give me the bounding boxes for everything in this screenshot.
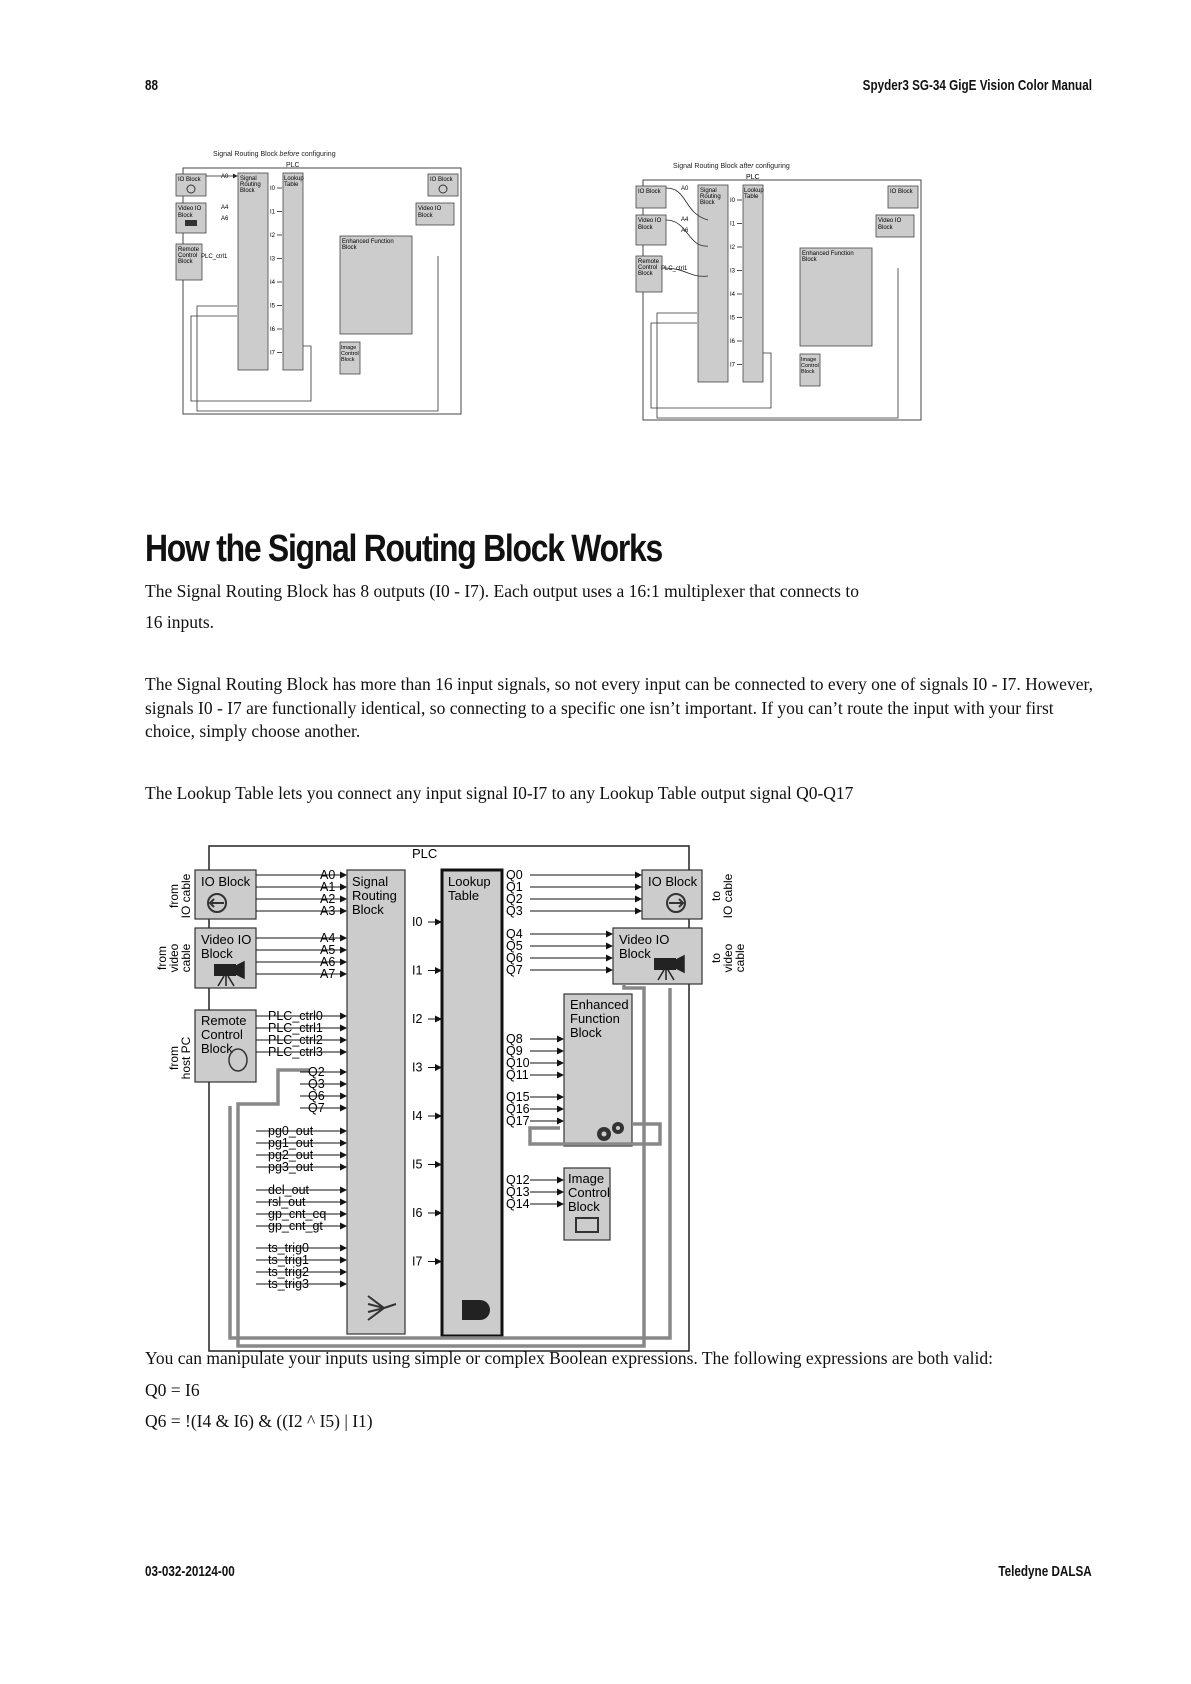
before-srb-label-1: Signal <box>240 176 257 182</box>
srb-input-label: gp_cnt_eq <box>268 1207 327 1221</box>
svg-text:to: to <box>709 952 723 964</box>
srb-input-label: pg3_out <box>268 1160 314 1174</box>
srb-input-label: PLC_ctrl0 <box>268 1009 323 1023</box>
svg-text:video: video <box>167 943 181 973</box>
srb-output-labels <box>412 915 441 1269</box>
video-io-left-label-2: Block <box>201 946 233 961</box>
before-plc-ctrl1: PLC_ctrl1 <box>201 254 228 260</box>
before-icb-label-3: Block <box>341 357 355 363</box>
svg-text:IO cable: IO cable <box>721 873 735 919</box>
after-a0: A0 <box>681 186 689 192</box>
srb-input-label: A0 <box>320 868 336 882</box>
before-icb-label-2: Control <box>341 351 359 357</box>
video-io-left-label-1: Video IO <box>201 932 252 947</box>
svg-text:host PC: host PC <box>179 1036 193 1080</box>
before-remote-label-3: Block <box>178 259 193 265</box>
before-a6: A6 <box>221 216 229 222</box>
diagram-before-configuring <box>173 146 493 422</box>
after-caption: Signal Routing Block after configuring <box>673 163 790 170</box>
small-i-label: I5 <box>730 315 736 322</box>
lut-output-label: Q6 <box>506 951 523 965</box>
before-lut-label-1: Lookup <box>284 176 304 182</box>
small-i-label: I7 <box>270 350 276 357</box>
srb-input-label: Q3 <box>308 1077 325 1091</box>
lookup-table-block <box>442 870 502 1336</box>
srb-input-label: pg0_out <box>268 1124 314 1138</box>
srb-label-2: Routing <box>352 888 397 903</box>
after-srb-label-3: Block <box>700 200 715 206</box>
paragraph-3: The Lookup Table lets you connect any input signal I0-I7 to any Lookup Table output signal Q0-Q17 <box>145 783 854 803</box>
remote-label-3: Block <box>201 1041 233 1056</box>
srb-input-label: Q6 <box>308 1089 325 1103</box>
io-block-left-label: IO Block <box>201 874 251 889</box>
paragraph-4: You can manipulate your inputs using simple or complex Boolean expressions. The following expressions are both valid: <box>145 1348 993 1368</box>
svg-text:to: to <box>709 890 723 902</box>
before-plc-label: PLC <box>286 162 300 169</box>
diagram-after-configuring <box>633 158 953 424</box>
before-srb-label-2: Routing <box>240 182 261 188</box>
srb-input-label: Q7 <box>308 1101 325 1115</box>
main-plc-diagram <box>150 838 750 1368</box>
after-efb-label-1: Enhanced Function <box>802 251 854 257</box>
small-i-label: I3 <box>730 268 736 275</box>
svg-text:from: from <box>155 946 169 970</box>
srb-input-label: PLC_ctrl3 <box>268 1045 323 1059</box>
page-number: 88 <box>145 77 159 94</box>
lut-output-label: Q17 <box>506 1114 530 1128</box>
svg-text:video: video <box>721 943 735 973</box>
after-srb-label-2: Routing <box>700 194 721 200</box>
paragraph-1-line-2: 16 inputs. <box>145 612 215 632</box>
expression-2: Q6 = !(I4 & I6) & ((I2 ^ I5) | I1) <box>145 1411 373 1431</box>
section-heading: How the Signal Routing Block Works <box>145 528 662 570</box>
paragraph-1-line-1: The Signal Routing Block has 8 outputs (I0 - I7). Each output uses a 16:1 multiplexer that connects to <box>145 581 859 601</box>
srb-input-label: pg2_out <box>268 1148 314 1162</box>
after-a4: A4 <box>681 217 689 223</box>
before-right-video-label-2: Block <box>418 213 433 219</box>
srb-input-label: A1 <box>320 880 336 894</box>
after-video-label-2: Block <box>638 225 653 231</box>
before-remote-label-2: Control <box>178 253 198 259</box>
lut-output-label: Q8 <box>506 1032 523 1046</box>
remote-label-2: Control <box>201 1027 243 1042</box>
lut-output-label: Q15 <box>506 1090 530 1104</box>
srb-input-label: rsl_out <box>268 1195 306 1209</box>
lut-output-label: Q5 <box>506 939 523 953</box>
efb-label-3: Block <box>570 1025 602 1040</box>
srb-input-labels <box>256 868 346 1291</box>
small-i-label: I3 <box>270 256 276 263</box>
srb-output-label: I1 <box>412 963 423 978</box>
before-video-io-label: Video IO <box>178 206 202 212</box>
srb-output-label: I2 <box>412 1012 423 1026</box>
small-i-label: I2 <box>270 233 276 239</box>
after-right-io-label: IO Block <box>890 189 913 195</box>
to-video-cable-caption <box>709 943 747 972</box>
after-right-video-label: Video IO <box>878 218 902 224</box>
srb-input-label: A2 <box>320 892 336 906</box>
after-io-label: IO Block <box>638 189 661 195</box>
after-remote-label-3: Block <box>638 271 653 277</box>
efb-label-1: Enhanced <box>570 997 629 1012</box>
srb-label-1: Signal <box>352 874 389 889</box>
small-i-label: I5 <box>270 303 276 310</box>
io-block-right-label: IO Block <box>648 874 698 889</box>
lut-output-label: Q7 <box>506 963 523 977</box>
small-i-label: I4 <box>270 280 276 286</box>
small-i-label: I1 <box>270 209 276 216</box>
srb-input-label: A4 <box>320 931 336 945</box>
srb-input-label: A5 <box>320 943 336 957</box>
srb-input-label: PLC_ctrl1 <box>268 1021 323 1035</box>
small-i-label: I2 <box>730 245 736 251</box>
before-efb-label-2: Block <box>342 245 357 251</box>
video-io-right-label-1: Video IO <box>619 932 670 947</box>
from-video-cable-caption <box>155 943 193 972</box>
srb-input-label: ts_trig3 <box>268 1277 309 1291</box>
after-lut-label-2: Table <box>744 194 759 200</box>
small-i-label: I4 <box>730 292 736 298</box>
lut-output-label: Q9 <box>506 1044 523 1058</box>
after-remote-label-1: Remote <box>638 259 660 265</box>
from-io-cable-caption <box>167 873 193 918</box>
svg-text:from: from <box>167 1046 181 1070</box>
before-remote-label-1: Remote <box>178 247 200 253</box>
svg-text:IO cable: IO cable <box>179 873 193 919</box>
icb-label-3: Block <box>568 1199 600 1214</box>
after-icb-label-1: Image <box>801 357 817 363</box>
srb-input-label: ts_trig0 <box>268 1241 309 1255</box>
before-a0: A0 <box>221 174 229 180</box>
after-lut-label-1: Lookup <box>744 188 764 194</box>
video-io-right-label-2: Block <box>619 946 651 961</box>
lut-output-label: Q10 <box>506 1056 530 1070</box>
before-right-io-label: IO Block <box>430 177 453 183</box>
after-right-video-label-2: Block <box>878 225 893 231</box>
efb-label-2: Function <box>570 1011 620 1026</box>
small-i-label: I6 <box>730 339 736 345</box>
lut-output-label: Q0 <box>506 868 523 882</box>
srb-input-label: ts_trig1 <box>268 1253 309 1267</box>
lut-output-label: Q14 <box>506 1197 530 1211</box>
lut-output-label: Q4 <box>506 927 523 941</box>
plc-label: PLC <box>412 846 438 861</box>
srb-input-label: ts_trig2 <box>268 1265 309 1279</box>
lut-output-label: Q13 <box>506 1185 530 1199</box>
srb-input-label: gp_cnt_gt <box>268 1219 323 1233</box>
small-i-label: I0 <box>730 198 736 204</box>
srb-input-label: PLC_ctrl2 <box>268 1033 323 1047</box>
small-i-label: I6 <box>270 327 276 333</box>
signal-routing-block <box>347 870 405 1334</box>
before-lut-label-2: Table <box>284 182 299 188</box>
before-efb-label-1: Enhanced Function <box>342 239 394 245</box>
srb-input-label: A7 <box>320 967 336 981</box>
after-video-label: Video IO <box>638 218 662 224</box>
srb-output-label: I0 <box>412 915 423 929</box>
after-a6: A6 <box>681 228 689 234</box>
before-icb-label-1: Image <box>341 345 357 351</box>
srb-output-label: I7 <box>412 1254 423 1269</box>
svg-text:cable: cable <box>179 943 193 973</box>
srb-input-label: Q2 <box>308 1065 325 1079</box>
small-i-label: I7 <box>730 362 736 369</box>
to-io-cable-caption <box>709 873 735 918</box>
srb-label-3: Block <box>352 902 384 917</box>
svg-text:from: from <box>167 884 181 908</box>
lut-output-label: Q16 <box>506 1102 530 1116</box>
after-plc-ctrl1: PLC_ctrl1 <box>661 266 688 272</box>
srb-input-label: pg1_out <box>268 1136 314 1150</box>
expression-1: Q0 = I6 <box>145 1380 200 1400</box>
small-i-label: I0 <box>270 186 276 192</box>
lut-label-2: Table <box>448 888 480 903</box>
srb-input-label: del_out <box>268 1183 310 1197</box>
srb-input-label: A6 <box>320 955 336 969</box>
company-name: Teledyne DALSA <box>998 1563 1092 1580</box>
after-efb-label-2: Block <box>802 257 817 263</box>
before-right-video-label: Video IO <box>418 206 442 212</box>
srb-output-label: I5 <box>412 1157 423 1172</box>
lut-output-label: Q1 <box>506 880 523 894</box>
srb-output-label: I4 <box>412 1109 423 1123</box>
before-io-block-label: IO Block <box>178 177 201 183</box>
icb-label-2: Control <box>568 1185 610 1200</box>
lut-output-label: Q11 <box>506 1068 529 1082</box>
paragraph-2: The Signal Routing Block has more than 16 input signals, so not every input can be connected to every one of signals I0 - I7. However, signals I0 - I7 are functionally identical, so connecting to a specific one isn’t important. If you can’t route the input with your first choice, simply choose another. <box>145 674 1093 741</box>
after-icb-label-2: Control <box>801 363 819 369</box>
manual-title: Spyder3 SG-34 GigE Vision Color Manual <box>862 77 1092 94</box>
lut-label-1: Lookup <box>448 874 491 889</box>
lut-output-label: Q3 <box>506 904 523 918</box>
svg-text:cable: cable <box>733 943 747 973</box>
after-icb-label-3: Block <box>801 369 815 375</box>
from-host-pc-caption <box>167 1036 193 1079</box>
srb-output-label: I6 <box>412 1206 423 1220</box>
srb-output-label: I3 <box>412 1060 423 1075</box>
camera-icon <box>214 964 236 976</box>
srb-input-label: A3 <box>320 904 336 918</box>
logic-gate-icon <box>462 1300 490 1320</box>
small-i-label: I1 <box>730 221 736 228</box>
after-srb-label-1: Signal <box>700 188 717 194</box>
after-remote-label-2: Control <box>638 265 658 271</box>
before-a4: A4 <box>221 205 229 211</box>
before-srb-label-3: Block <box>240 188 255 194</box>
remote-label-1: Remote <box>201 1013 247 1028</box>
before-caption: Signal Routing Block before configuring <box>213 151 336 158</box>
after-plc-label: PLC <box>746 174 760 181</box>
lut-output-label: Q12 <box>506 1173 530 1187</box>
document-number: 03-032-20124-00 <box>145 1563 235 1580</box>
lut-output-label: Q2 <box>506 892 523 906</box>
icb-label-1: Image <box>568 1171 605 1186</box>
before-video-io-label-2: Block <box>178 213 193 219</box>
